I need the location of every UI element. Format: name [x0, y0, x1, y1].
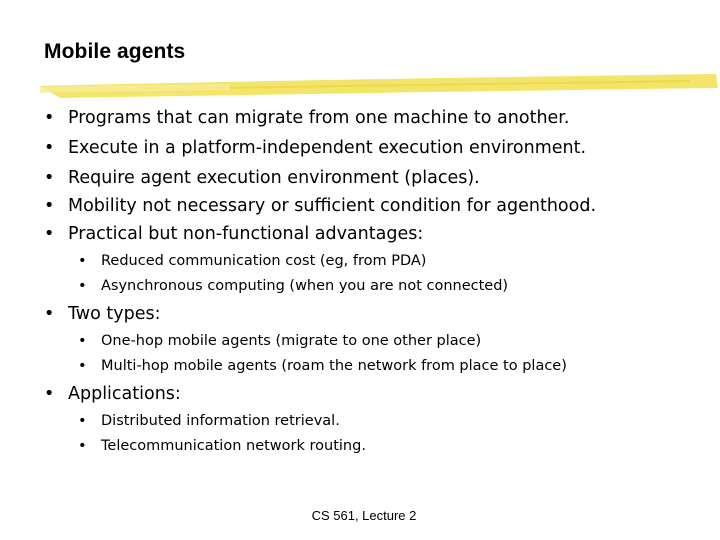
- bullet-dot: •: [78, 358, 87, 374]
- bullet-item: [44, 168, 480, 188]
- bullet-item: [44, 304, 160, 324]
- bullet-text: Programs that can migrate from one machine to another.: [68, 108, 570, 128]
- bullet-item: [44, 138, 586, 158]
- sub-bullet-item: [78, 278, 508, 294]
- slide-footer: CS 561, Lecture 2: [311, 508, 417, 523]
- bullet-text: Applications:: [68, 384, 181, 404]
- sub-bullet-item: [78, 358, 567, 374]
- bullet-item: [44, 224, 423, 244]
- sub-bullet-text: Distributed information retrieval.: [101, 413, 340, 429]
- bullet-item: [44, 196, 596, 216]
- bullet-text: Require agent execution environment (places).: [68, 168, 480, 188]
- bullet-text: Practical but non-functional advantages:: [68, 224, 424, 244]
- bullet-item: [44, 384, 181, 404]
- bullet-dot: •: [78, 438, 87, 454]
- bullet-dot: •: [44, 138, 55, 158]
- bullet-dot: •: [78, 413, 87, 429]
- sub-bullet-text: Multi-hop mobile agents (roam the network from place to place): [101, 358, 567, 374]
- bullet-dot: •: [44, 304, 55, 324]
- bullet-text: Two types:: [68, 304, 161, 324]
- sub-bullet-item: [78, 413, 340, 429]
- bullet-dot: •: [44, 108, 55, 128]
- bullet-dot: •: [78, 278, 87, 294]
- bullet-dot: •: [44, 224, 55, 244]
- sub-bullet-text: Telecommunication network routing.: [101, 438, 366, 454]
- sub-bullet-item: [78, 438, 366, 454]
- bullet-text: Mobility not necessary or sufficient condition for agenthood.: [68, 196, 597, 216]
- sub-bullet-text: Asynchronous computing (when you are not connected): [101, 278, 509, 294]
- bullet-dot: •: [44, 384, 55, 404]
- sub-bullet-item: [78, 333, 481, 349]
- sub-bullet-text: Reduced communication cost (eg, from PDA): [101, 253, 427, 269]
- sub-bullet-text: One-hop mobile agents (migrate to one other place): [101, 333, 482, 349]
- bullet-item: [44, 108, 569, 128]
- bullet-dot: •: [44, 168, 55, 188]
- bullet-dot: •: [78, 253, 87, 269]
- slide-title: Mobile agents: [44, 40, 186, 63]
- bullet-dot: •: [78, 333, 87, 349]
- sub-bullet-item: [78, 253, 426, 269]
- bullet-dot: •: [44, 196, 55, 216]
- bullet-text: Execute in a platform-independent execution environment.: [68, 138, 587, 158]
